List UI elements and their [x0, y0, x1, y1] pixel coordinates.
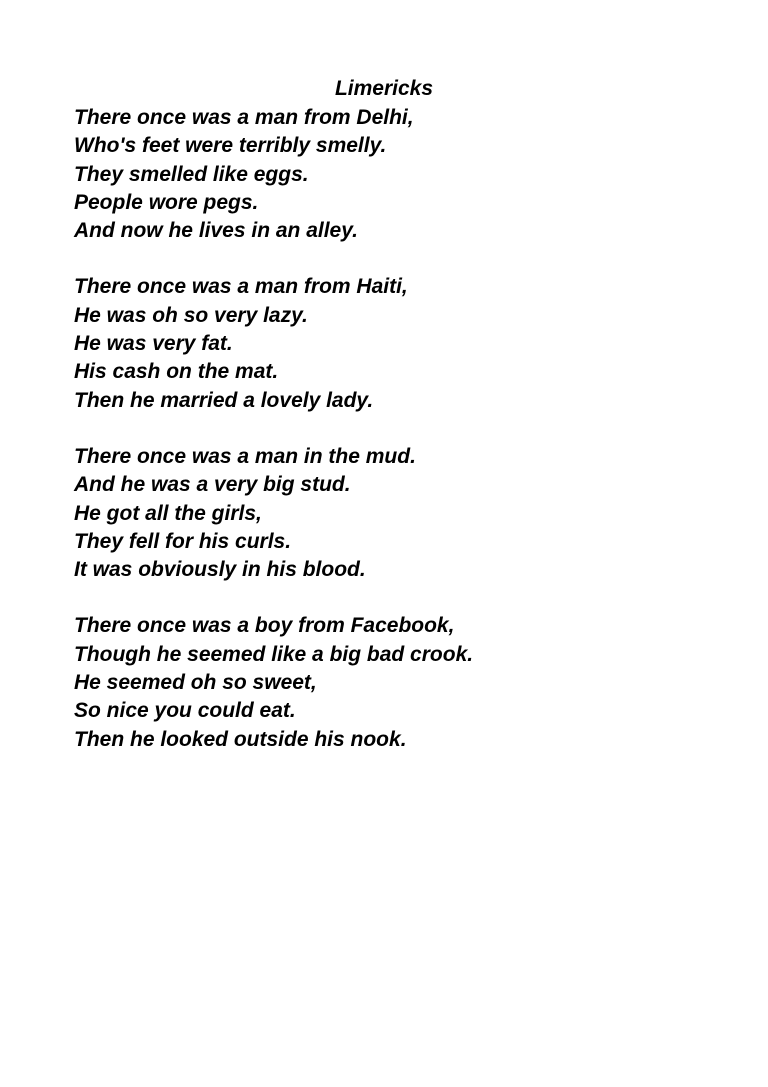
stanza-line: It was obviously in his blood. — [74, 558, 366, 582]
stanza-line: People wore pegs. — [74, 190, 259, 214]
stanza-line: So nice you could eat. — [74, 699, 296, 723]
stanza-line: And he was a very big stud. — [74, 473, 351, 497]
stanza-line: There once was a boy from Facebook, — [74, 614, 455, 638]
stanza-line: He seemed oh so sweet, — [74, 671, 317, 695]
stanza-line: They fell for his curls. — [74, 529, 292, 553]
stanza-line: Who's feet were terribly smelly. — [74, 134, 387, 158]
stanza-line: There once was a man in the mud. — [74, 444, 416, 468]
stanza-line: His cash on the mat. — [74, 360, 279, 384]
stanza-line: There once was a man from Haiti, — [74, 275, 408, 299]
stanza-1 — [74, 104, 734, 245]
document-title — [0, 75, 768, 103]
stanza-line: Then he married a lovely lady. — [74, 388, 374, 412]
stanza-line: And now he lives in an alley. — [74, 219, 358, 243]
stanza-line: He got all the girls, — [74, 501, 262, 525]
stanza-line: Though he seemed like a big bad crook. — [74, 642, 474, 666]
stanza-line: He was oh so very lazy. — [74, 303, 308, 327]
stanza-line: They smelled like eggs. — [74, 162, 309, 186]
poems-body — [74, 104, 734, 782]
stanza-3 — [74, 443, 734, 584]
stanza-2 — [74, 273, 734, 414]
stanza-4 — [74, 612, 734, 753]
stanza-line: There once was a man from Delhi, — [74, 106, 414, 129]
title-text: Limericks — [334, 77, 434, 100]
stanza-line: He was very fat. — [74, 332, 233, 356]
stanza-line: Then he looked outside his nook. — [74, 727, 407, 751]
